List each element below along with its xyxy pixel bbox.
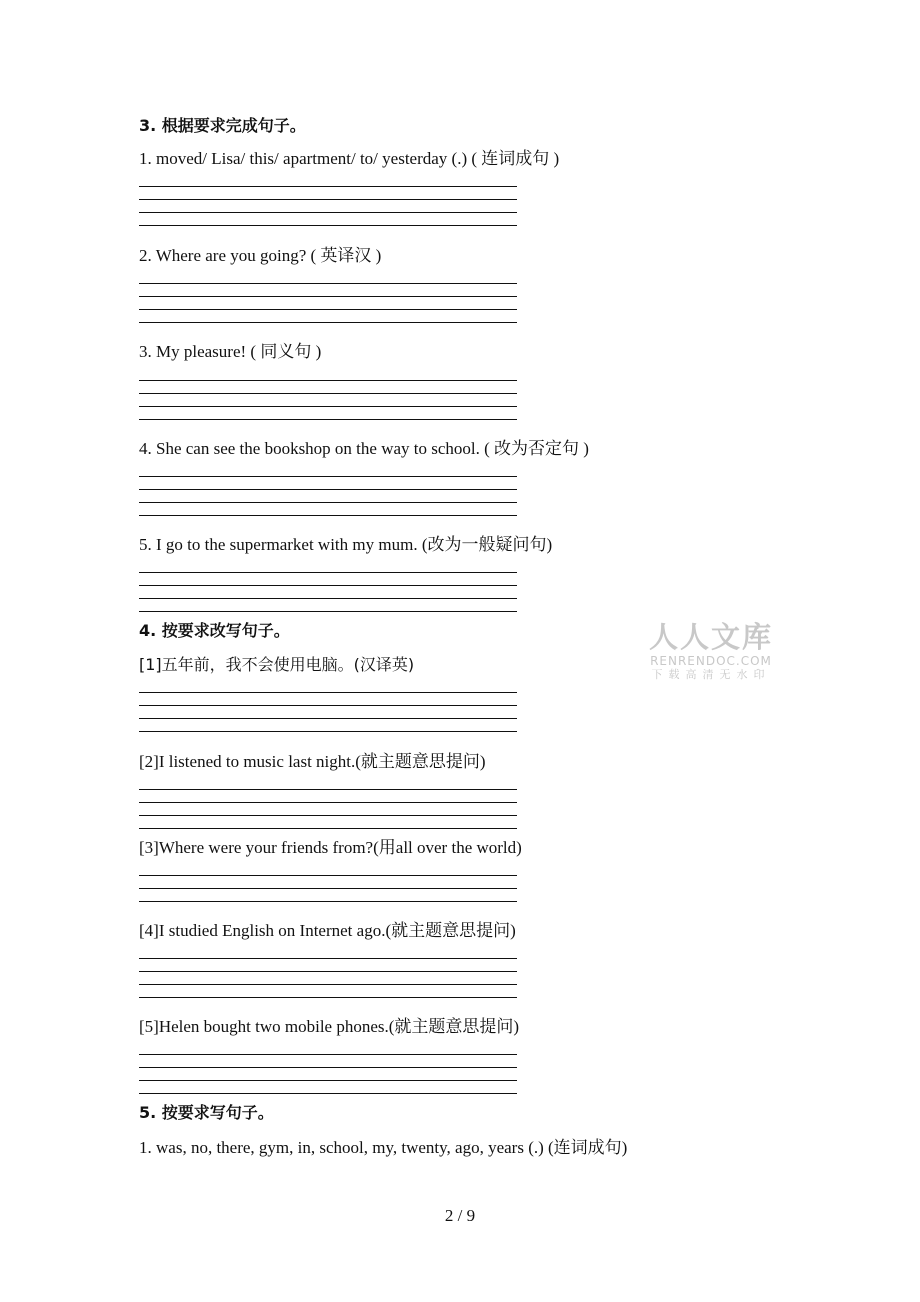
answer-line xyxy=(139,901,517,902)
answer-line xyxy=(139,692,517,693)
question-4-2: [2]I listened to music last night.(就主题意思提问) xyxy=(139,752,486,771)
answer-line xyxy=(139,322,517,323)
question-4-5: [5]Helen bought two mobile phones.(就主题意思提问) xyxy=(139,1017,520,1036)
answer-line xyxy=(139,718,517,719)
answer-line xyxy=(139,1067,517,1068)
answer-line xyxy=(139,875,517,876)
answer-line xyxy=(139,611,517,612)
answer-line xyxy=(139,515,517,516)
answer-line xyxy=(139,585,517,586)
question-4-1: [1]五年前，我不会使用电脑。(汉译英) xyxy=(139,655,415,674)
answer-line xyxy=(139,406,517,407)
answer-line xyxy=(139,815,517,816)
page-number: 2 / 9 xyxy=(444,1206,476,1225)
question-3-5: 5. I go to the supermarket with my mum. (改为一般疑问句) xyxy=(139,535,553,554)
answer-line xyxy=(139,705,517,706)
answer-line xyxy=(139,598,517,599)
question-3-3: 3. My pleasure! ( 同义句 ) xyxy=(139,342,322,361)
section-5-heading: 5. 按要求写句子。 xyxy=(139,1103,274,1122)
answer-line xyxy=(139,958,517,959)
answer-line xyxy=(139,476,517,477)
question-5-1: 1. was, no, there, gym, in, school, my, twenty, ago, years (.) (连词成句) xyxy=(139,1138,628,1157)
answer-line xyxy=(139,888,517,889)
answer-line xyxy=(139,419,517,420)
watermark-domain: RENRENDOC.COM xyxy=(650,654,772,668)
answer-line xyxy=(139,1054,517,1055)
section-4-heading: 4. 按要求改写句子。 xyxy=(139,621,290,640)
answer-line xyxy=(139,789,517,790)
answer-line xyxy=(139,296,517,297)
answer-line xyxy=(139,212,517,213)
answer-line xyxy=(139,1093,517,1094)
question-3-4: 4. She can see the bookshop on the way to school. ( 改为否定句 ) xyxy=(139,439,589,458)
answer-line xyxy=(139,984,517,985)
question-4-4: [4]I studied English on Internet ago.(就主题意思提问) xyxy=(139,921,516,940)
answer-line xyxy=(139,283,517,284)
answer-line xyxy=(139,1080,517,1081)
answer-line xyxy=(139,802,517,803)
answer-line xyxy=(139,186,517,187)
answer-line xyxy=(139,309,517,310)
answer-line xyxy=(139,731,517,732)
question-3-2: 2. Where are you going? ( 英译汉 ) xyxy=(139,246,382,265)
answer-line xyxy=(139,199,517,200)
answer-line xyxy=(139,380,517,381)
watermark xyxy=(646,620,776,682)
answer-line xyxy=(139,971,517,972)
answer-line xyxy=(139,997,517,998)
answer-line xyxy=(139,393,517,394)
question-4-3: [3]Where were your friends from?(用all over the world) xyxy=(139,838,522,857)
answer-line xyxy=(139,572,517,573)
answer-line xyxy=(139,502,517,503)
section-3-heading: 3. 根据要求完成句子。 xyxy=(139,116,306,135)
watermark-title: 人人文库 xyxy=(648,620,773,654)
question-3-1: 1. moved/ Lisa/ this/ apartment/ to/ yesterday (.) ( 连词成句 ) xyxy=(139,149,560,168)
watermark-subtitle: 下载高清无水印 xyxy=(651,668,771,681)
answer-line xyxy=(139,489,517,490)
answer-line xyxy=(139,225,517,226)
answer-line xyxy=(139,828,517,829)
